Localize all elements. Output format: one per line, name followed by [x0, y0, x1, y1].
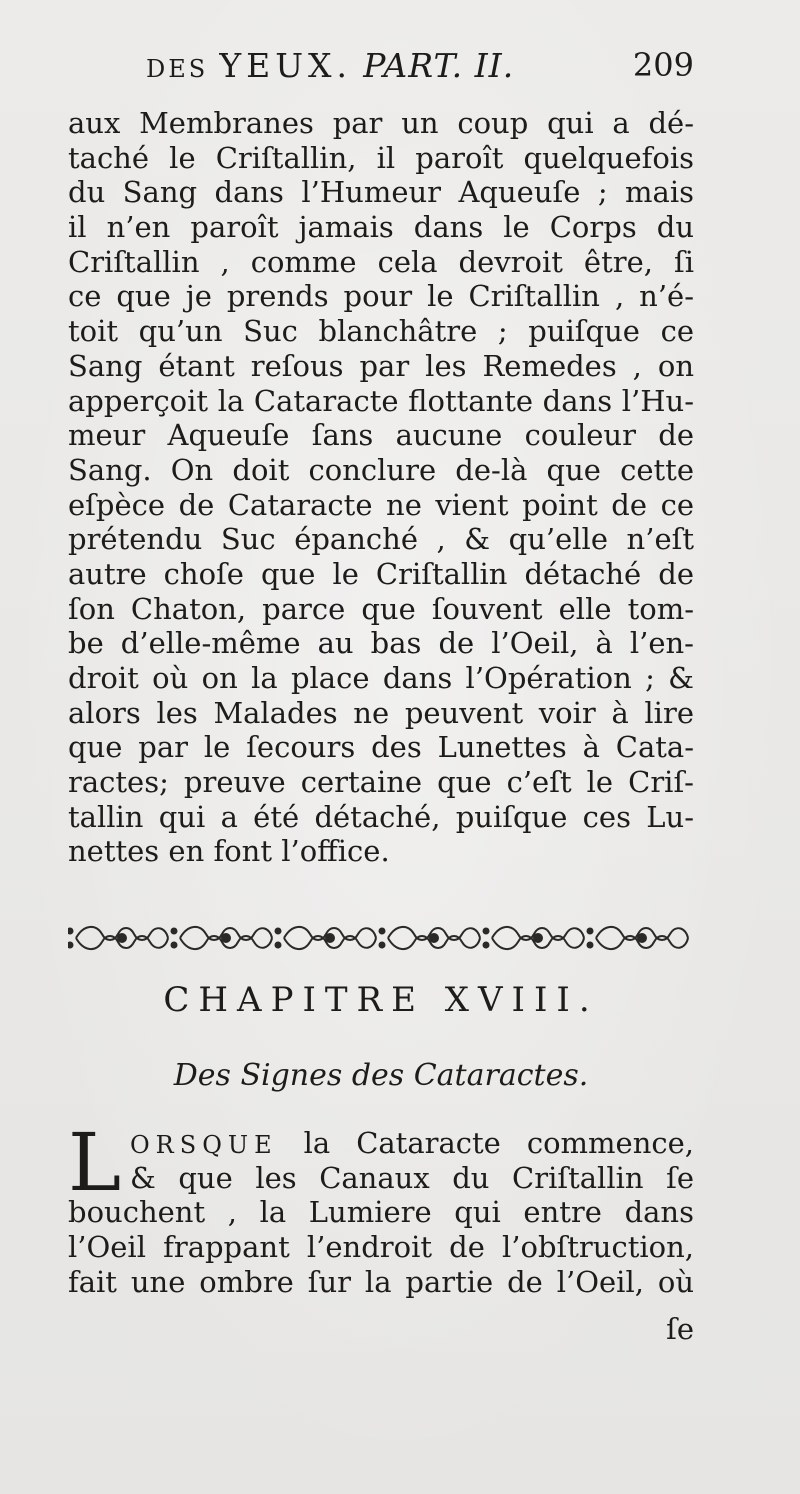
- drop-capital: L: [68, 1116, 122, 1209]
- text-line: toit qu’un Suc blanchâtre ; puiſque ce: [68, 314, 694, 349]
- text-line: alors les Malades ne peuvent voir à lire: [68, 695, 694, 730]
- ornament-motif: [484, 927, 585, 949]
- running-head-prefix: DES: [146, 55, 209, 83]
- ornament-motif: [172, 927, 273, 949]
- text-line: bouchent , la Lumiere qui entre dans: [68, 1195, 694, 1230]
- text-line-rest: la Cataracte commence,: [303, 1126, 694, 1160]
- text-line: apperçoit la Cataracte flottante dans l’Hu-: [68, 383, 694, 418]
- text-line: aux Membranes par un coup qui a dé-: [68, 106, 694, 140]
- text-line: tallin qui a été détaché, puiſque ces Lu-: [68, 799, 694, 834]
- ornament-band-icon: [68, 920, 694, 956]
- chapter-text: [68, 1116, 694, 1299]
- text-line: l’Oeil frappant l’endroit de l’obſtruction,: [68, 1230, 694, 1265]
- text-line: [130, 1126, 694, 1161]
- text-line: Criſtallin , comme cela devroit être, ſi: [68, 244, 694, 279]
- text-line: il n’en paroît jamais dans le Corps du: [68, 210, 694, 245]
- ornament-motif: [588, 927, 689, 949]
- text-line: nettes en font l’office.: [68, 834, 390, 869]
- text-line: Sang étant reſous par les Remedes , on: [68, 348, 694, 383]
- text-line: meur Aqueuſe ſans aucune couleur de: [68, 418, 694, 453]
- text-line: que par le ſecours des Lunettes à Cata-: [68, 730, 694, 765]
- text-line: & que les Canaux du Criſtallin ſe: [130, 1160, 694, 1195]
- text-line: ſon Chaton, parce que ſouvent elle tom-: [68, 591, 694, 626]
- text-line: autre choſe que le Criſtallin détaché de: [68, 556, 694, 591]
- ornament-motif: [380, 927, 481, 949]
- running-head-part: PART. II.: [363, 46, 515, 85]
- first-word-small-caps: ORSQUE: [130, 1131, 278, 1159]
- text-line: eſpèce de Cataracte ne vient point de ce: [68, 487, 694, 522]
- text-line: du Sang dans l’Humeur Aqueuſe ; mais: [68, 175, 694, 210]
- text-line: fait une ombre ſur la partie de l’Oeil, où: [68, 1264, 694, 1299]
- running-head: [146, 46, 514, 85]
- page-number: 209: [632, 46, 694, 84]
- chapter-subtitle: Des Signes des Cataractes.: [173, 1058, 589, 1093]
- body-text: [68, 106, 694, 869]
- page-header: [146, 46, 694, 90]
- text-line: taché le Criſtallin, il paroît quelquefois: [68, 140, 694, 175]
- text-line: droit où on la place dans l’Opération ; &: [68, 661, 694, 695]
- ornament-motif: [68, 927, 168, 949]
- text-line: ce que je prends pour le Criſtallin , n’é-: [68, 279, 694, 314]
- text-line: ractes; preuve certaine que c’eſt le Criſ-: [68, 765, 694, 800]
- ornament-motif: [276, 927, 377, 949]
- chapter-title: CHAPITRE XVIII.: [163, 980, 599, 1020]
- text-line: prétendu Suc épanché , & qu’elle n’eſt: [68, 522, 694, 557]
- catchword: ſe: [666, 1312, 694, 1346]
- text-line: Sang. On doit conclure de-là que cette: [68, 452, 694, 487]
- running-head-main: YEUX.: [219, 46, 353, 85]
- text-line: be d’elle-même au bas de l’Oeil, à l’en-: [68, 626, 694, 661]
